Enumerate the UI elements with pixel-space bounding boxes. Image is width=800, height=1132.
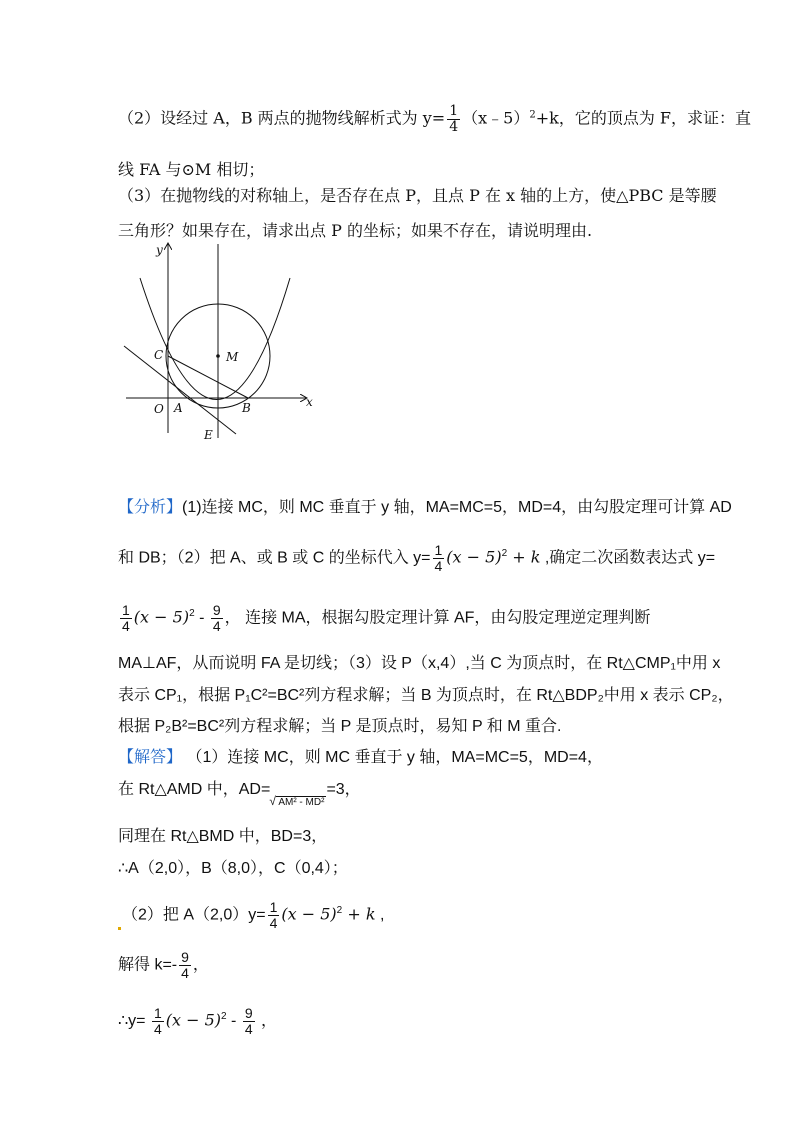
label-m: M	[226, 350, 239, 364]
geometry-figure	[118, 238, 318, 448]
solution-line-6: 解得 k=- $\frac{9}{4}$ ，	[118, 949, 209, 981]
label-c: C	[154, 348, 164, 362]
analysis-line-4: MA⊥AF，从而说明 FA 是切线；（3）设 P（x,4）,当 C 为顶点时，在 Rt△CMP₁中用 x	[118, 655, 721, 672]
fraction: $\frac{1}{4}$	[269, 899, 278, 931]
solution-line-7: ∴y= $\frac{1}{4}$ $(x - 5)^2$ - $\frac{9}{4}$ ，	[118, 1005, 278, 1037]
analysis-line-1: 【分析】(1)连接 MC，则 MC 垂直于 y 轴，MA=MC=5，MD=4，由勾股定理可计算 AD	[118, 499, 732, 516]
solution-tag: 【解答】	[118, 749, 183, 766]
analysis-tag: 【分析】	[118, 499, 183, 516]
label-y: y	[156, 243, 163, 257]
analysis-line-3: $\frac{1}{4}$ $(x - 5)^2$ - $\frac{9}{4}$ ， 连接 MA，根据勾股定理计算 AF，由勾股定理逆定理判断	[122, 602, 651, 634]
fraction: $\frac{1}{4}$	[122, 602, 130, 634]
fraction: $\frac{1}{4}$	[434, 542, 443, 574]
fraction: $\frac{9}{4}$	[212, 602, 221, 634]
label-e: E	[204, 428, 213, 442]
q3-line-1: （3）在抛物线的对称轴上，是否存在点 P，且点 P 在 x 轴的上方，使△PBC 是等腰	[118, 186, 717, 205]
label-o: O	[154, 402, 164, 416]
fraction: $\frac{9}{4}$	[181, 949, 189, 981]
point-m	[216, 354, 220, 358]
solution-line-5: （2）把 A（2,0）y= $\frac{1}{4}$ $(x - 5)^2 + k$ ,	[118, 900, 384, 930]
tangent-line	[124, 346, 236, 434]
label-x: x	[306, 395, 313, 409]
label-b: B	[242, 401, 251, 415]
dot-marker	[118, 927, 121, 930]
sqrt-expression: √ AM² - MD²	[276, 796, 326, 808]
solution-line-1: 【解答】 （1）连接 MC，则 MC 垂直于 y 轴，MA=MC=5，MD=4，	[118, 749, 603, 766]
solution-line-2: 在 Rt△AMD 中，AD=√ AM² - MD²=3，	[118, 776, 361, 799]
q2-line-1: （2）设经过 A，B 两点的抛物线解析式为 y= $\frac{1}{4}$ （x﹣5）$^2$+k，它的顶点为 F，求证：直	[118, 103, 752, 135]
analysis-line-6: 根据 P₂B²=BC²列方程求解；当 P 是顶点时，易知 P 和 M 重合.	[118, 718, 562, 735]
analysis-line-2: 和 DB；（2）把 A、或 B 或 C 的坐标代入 y= $\frac{1}{4}$ $(x - 5)^2 + k$ ,确定二次函数表达式 y=	[118, 542, 716, 574]
fraction: $\frac{9}{4}$	[244, 1005, 253, 1037]
fraction: $\frac{1}{4}$	[449, 103, 459, 135]
solution-line-4: ∴A（2,0），B（8,0），C（0,4）；	[118, 860, 348, 877]
q3-line-2: 三角形？如果存在，请求出点 P 的坐标；如果不存在，请说明理由.	[118, 221, 593, 240]
fraction: $\frac{1}{4}$	[153, 1005, 162, 1037]
solution-line-3: 同理在 Rt△BMD 中，BD=3，	[118, 828, 328, 845]
analysis-line-5: 表示 CP₁，根据 P₁C²=BC²列方程求解；当 B 为顶点时，在 Rt△BDP₂中用 x 表示 CP₂，	[118, 687, 734, 704]
q2-line-2: 线 FA 与⊙M 相切；	[118, 160, 265, 179]
label-a: A	[174, 401, 183, 415]
